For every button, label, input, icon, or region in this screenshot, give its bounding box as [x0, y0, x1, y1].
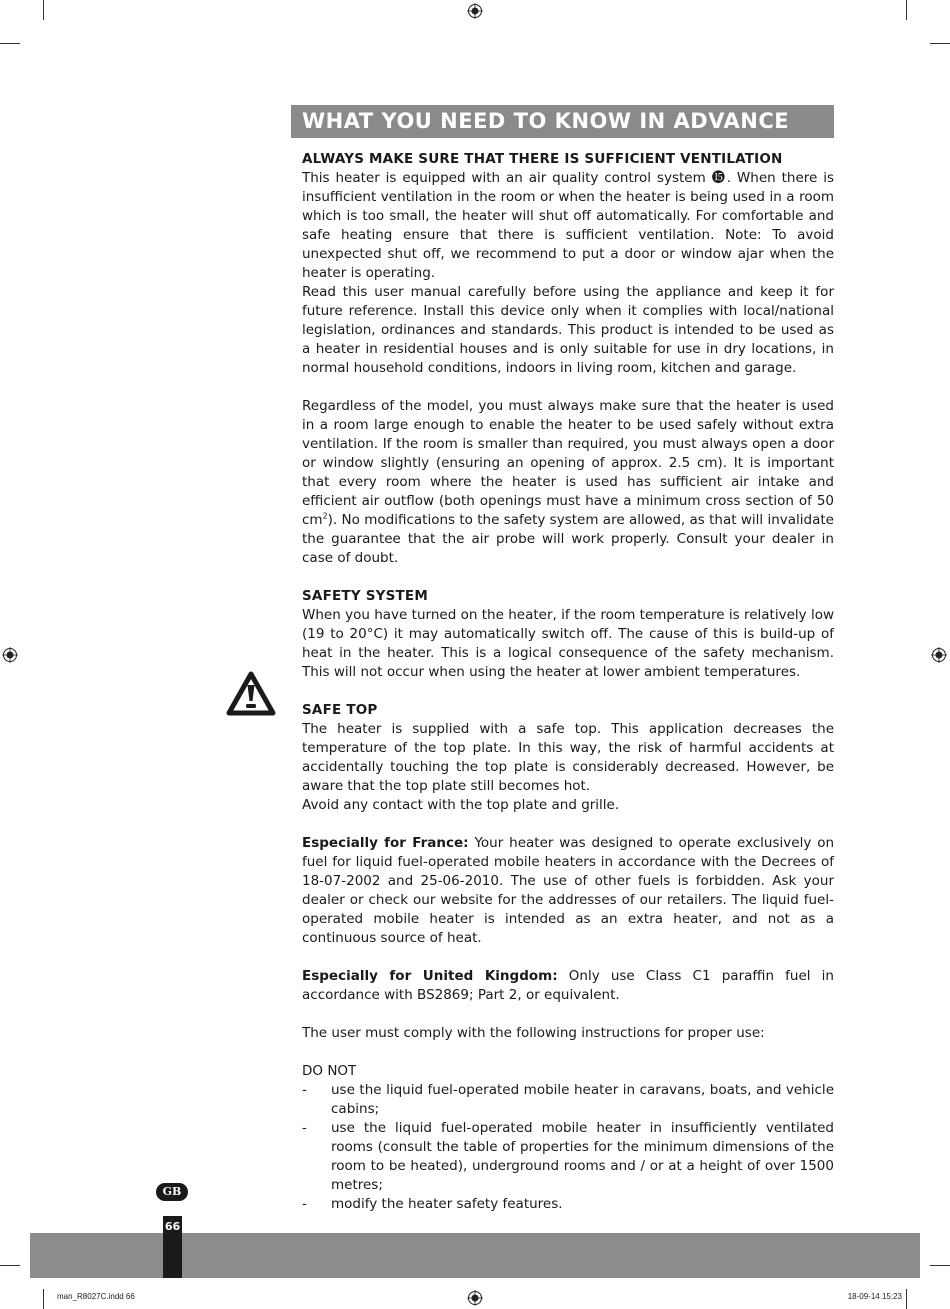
- list-item: [302, 1195, 834, 1214]
- heading-ventilation: ALWAYS MAKE SURE THAT THERE IS SUFFICIENT VENTILATION: [302, 151, 783, 167]
- paragraph-text: . When there is insufficient ventilation in the room or when the heater is being used in a room which is too small, the heater will shut off automatically. For comfortable and safe heating ensure that there is sufficient ventilation. Note: To avoid unexpected shut off, we recommend to put a door or window ajar when the heater is operating.: [302, 170, 834, 281]
- registration-mark-icon: [467, 1290, 483, 1306]
- list-dash: -: [302, 1082, 307, 1098]
- crop-mark: [43, 0, 44, 20]
- paragraph: The heater is supplied with a safe top. This application decreases the temperature of the top plate. In this way, the risk of harmful accidents at accidentally touching the top plate is considerably decreased. However, be aware that the top plate still becomes hot.: [302, 721, 834, 794]
- callout-number-icon: ⓯: [711, 170, 727, 186]
- list-dash: -: [302, 1196, 307, 1212]
- list-item-text: modify the heater safety features.: [331, 1196, 563, 1212]
- paragraph: [302, 169, 834, 283]
- list-dash: -: [302, 1120, 307, 1136]
- registration-mark-icon: [467, 3, 483, 19]
- crop-mark: [906, 1289, 907, 1309]
- slug-right: 18-09-14 15:23: [847, 1292, 902, 1301]
- list-item: [302, 1119, 834, 1195]
- list-item-text: use the liquid fuel-operated mobile heater in insufficiently ventilated rooms (consult the table of properties for the minimum dimensions of the room to be heated), underground rooms and / or at a height of over 1500 metres;: [331, 1120, 834, 1193]
- warning-triangle-icon: [226, 671, 276, 717]
- crop-mark: [0, 43, 20, 44]
- paragraph-text: Your heater was designed to operate exclusively on fuel for liquid fuel-operated mobile heaters in accordance with the Decrees of 18-07-2002 and 25-06-2010. The use of other fuels is forbidden. Ask your dealer or check our website for the addresses of our retailers. The liquid fuel-operated mobile heater is intended as an extra heater, and not as a continuous source of heat.: [302, 835, 835, 946]
- paragraph-text: This heater is equipped with an air quality control system: [302, 170, 712, 186]
- paragraph-uk: [302, 967, 834, 1005]
- paragraph-france: [302, 834, 834, 948]
- heading-safety-system: SAFETY SYSTEM: [302, 588, 428, 604]
- registration-mark-icon: [2, 647, 18, 663]
- paragraph: The user must comply with the following instructions for proper use:: [302, 1025, 765, 1041]
- paragraph: [302, 397, 834, 568]
- crop-mark: [0, 1265, 20, 1266]
- registration-mark-icon: [931, 647, 947, 663]
- paragraph-text: Only use Class C1 paraffin fuel in accordance with BS2869; Part 2, or equivalent.: [302, 968, 834, 1003]
- do-not-label: DO NOT: [302, 1063, 357, 1079]
- label-uk: Especially for United Kingdom:: [302, 968, 558, 984]
- section-title: WHAT YOU NEED TO KNOW IN ADVANCE: [291, 105, 834, 138]
- paragraph-text: Regardless of the model, you must always make sure that the heater is used in a room large enough to enable the heater to be used safely without extra ventilation. If the room is smaller than required, you must always open a door or window slightly (ensuring an opening of approx. 2.5 cm). It is important that every room where the heater is used has sufficient air intake and efficient air outflow (both openings must have a minimum cross section of 50 cm: [302, 398, 834, 528]
- paragraph: Avoid any contact with the top plate and grille.: [302, 797, 620, 813]
- paragraph: Read this user manual carefully before using the appliance and keep it for future reference. Install this device only when it complies with local/national legislation, ordinances and standards. This product is intended to be used as a heater in residential houses and is only suitable for use in dry locations, in normal household conditions, indoors in living room, kitchen and garage.: [302, 284, 834, 376]
- main-content: [302, 150, 834, 1271]
- crop-mark: [930, 43, 950, 44]
- language-badge: GB: [156, 1183, 188, 1201]
- slug-left: man_R8027C.indd 66: [57, 1292, 135, 1301]
- crop-mark: [930, 1265, 950, 1266]
- paragraph-text: ). No modifications to the safety system are allowed, as that will invalidate the guarantee that the air probe will work properly. Consult your dealer in case of doubt.: [302, 512, 834, 566]
- crop-mark: [43, 1289, 44, 1309]
- superscript: 2: [322, 511, 328, 521]
- heading-safe-top: SAFE TOP: [302, 702, 378, 718]
- list-item-text: use the liquid fuel-operated mobile heater in caravans, boats, and vehicle cabins;: [331, 1082, 834, 1117]
- list-item: [302, 1081, 834, 1119]
- paragraph: When you have turned on the heater, if the room temperature is relatively low (19 to 20°C) it may automatically switch off. The cause of this is build-up of heat in the heater. This is a logical consequence of the safety mechanism. This will not occur when using the heater at lower ambient temperatures.: [302, 607, 834, 680]
- label-france: Especially for France:: [302, 835, 469, 851]
- page-number: 66: [163, 1216, 182, 1278]
- crop-mark: [906, 0, 907, 20]
